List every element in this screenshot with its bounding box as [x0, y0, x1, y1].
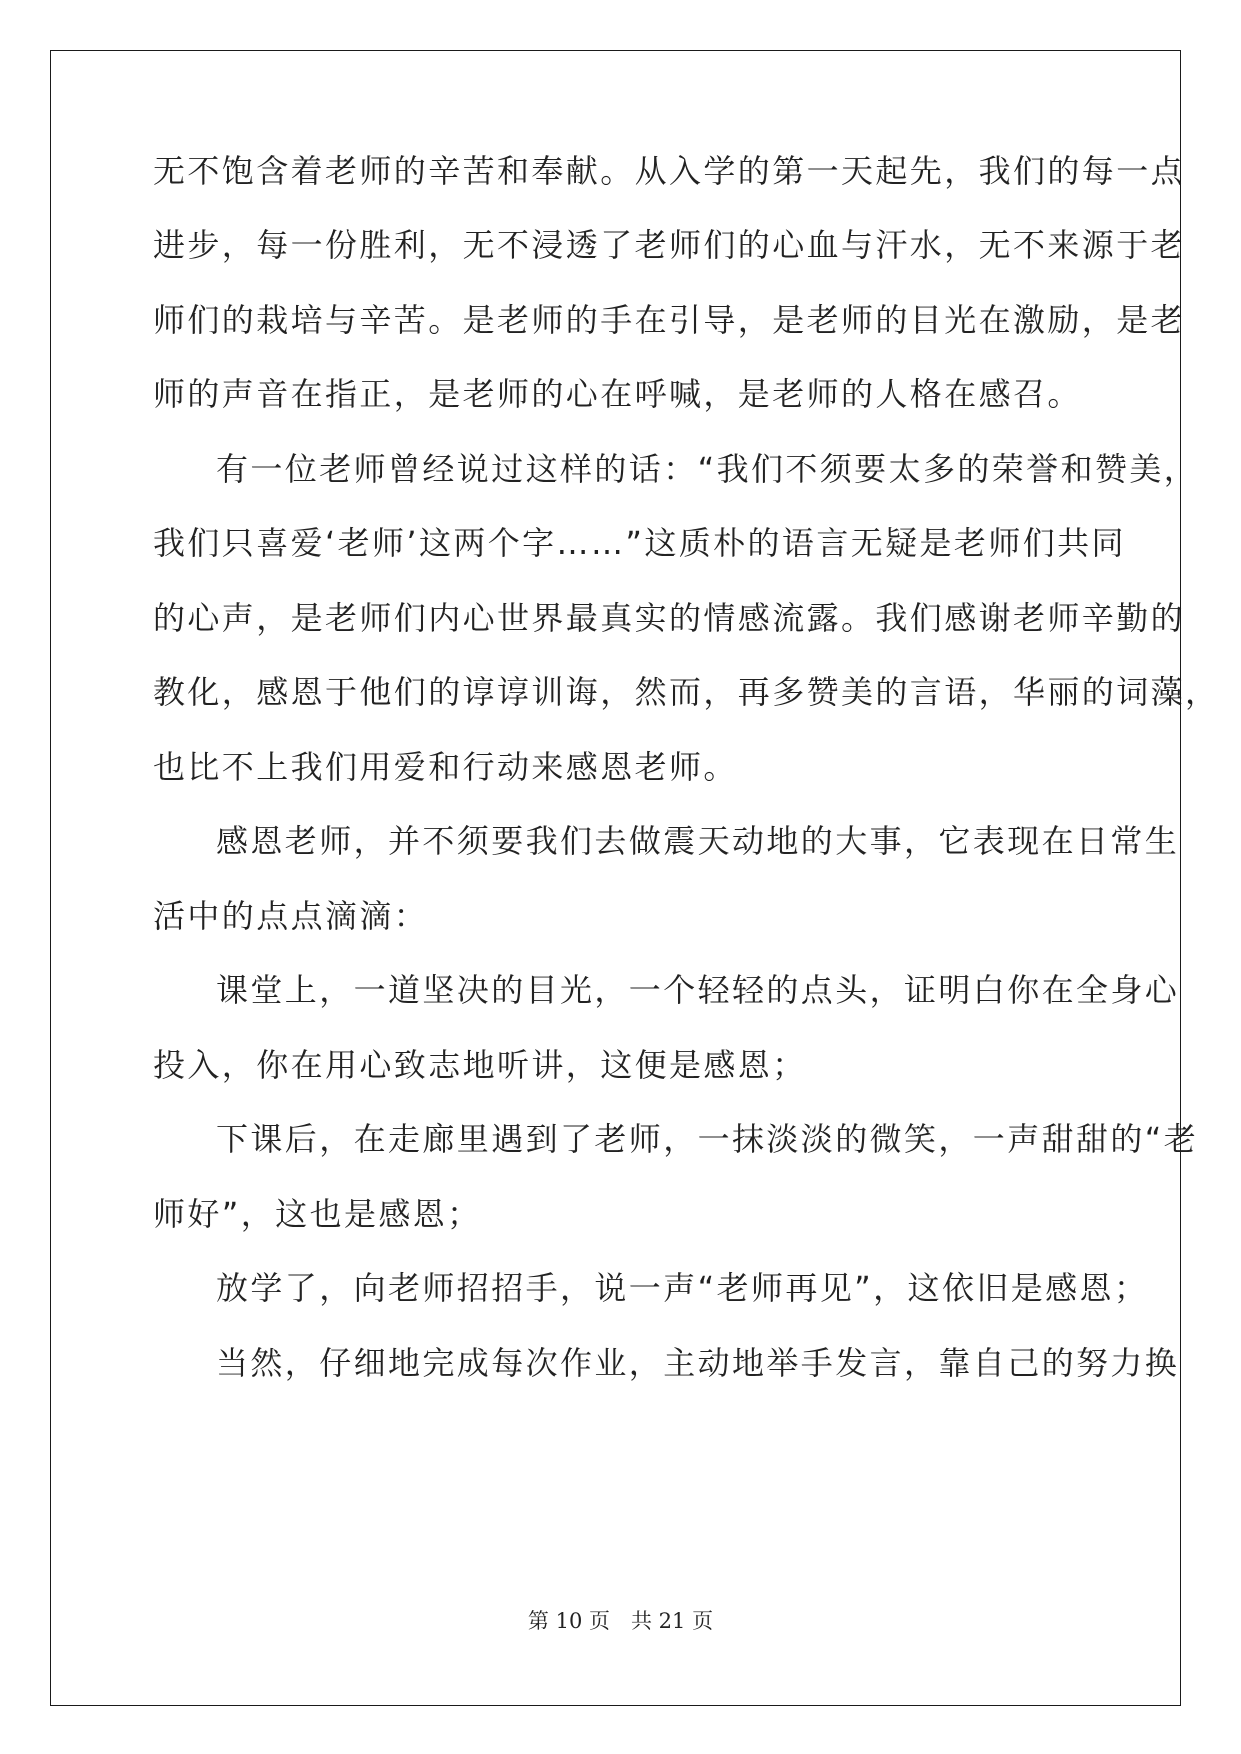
paragraph-first-line: 课堂上，一道坚决的目光，一个轻轻的点头，证明白你在全身心: [216, 971, 1180, 1009]
paragraph-first-line: 当然，仔细地完成每次作业，主动地举手发言，靠自己的努力换: [216, 1344, 1180, 1382]
text-line: 师们的栽培与辛苦。是老师的手在引导，是老师的目光在激励，是老: [153, 301, 1186, 339]
text-line: 师好”，这也是感恩；: [153, 1195, 482, 1233]
paragraph-first-line: 下课后，在走廊里遇到了老师，一抹淡淡的微笑，一声甜甜的“老: [216, 1120, 1199, 1158]
text-line: 教化，感恩于他们的谆谆训诲，然而，再多赞美的言语，华丽的词藻，: [153, 673, 1220, 711]
paragraph-first-line: 有一位老师曾经说过这样的话：“我们不须要太多的荣誉和赞美，: [216, 450, 1199, 488]
text-line: 师的声音在指正，是老师的心在呼喊，是老师的人格在感召。: [153, 375, 1082, 413]
paragraph-first-line: 放学了，向老师招招手，说一声“老师再见”，这依旧是感恩；: [216, 1269, 1149, 1307]
page-number-footer: 第 10 页 共 21 页: [527, 1609, 714, 1633]
text-line: 活中的点点滴滴：: [153, 897, 429, 935]
text-line: 我们只喜爱‘老师’这两个字……”这质朴的语言无疑是老师们共同: [153, 524, 1126, 562]
paragraph-first-line: 感恩老师，并不须要我们去做震天动地的大事，它表现在日常生: [216, 822, 1180, 860]
text-line: 的心声，是老师们内心世界最真实的情感流露。我们感谢老师辛勤的: [153, 599, 1186, 637]
text-line: 也比不上我们用爱和行动来感恩老师。: [153, 748, 738, 786]
text-line: 进步，每一份胜利，无不浸透了老师们的心血与汗水，无不来源于老: [153, 226, 1186, 264]
text-line: 投入，你在用心致志地听讲，这便是感恩；: [153, 1046, 807, 1084]
text-line: 无不饱含着老师的辛苦和奉献。从入学的第一天起先，我们的每一点: [153, 152, 1186, 190]
